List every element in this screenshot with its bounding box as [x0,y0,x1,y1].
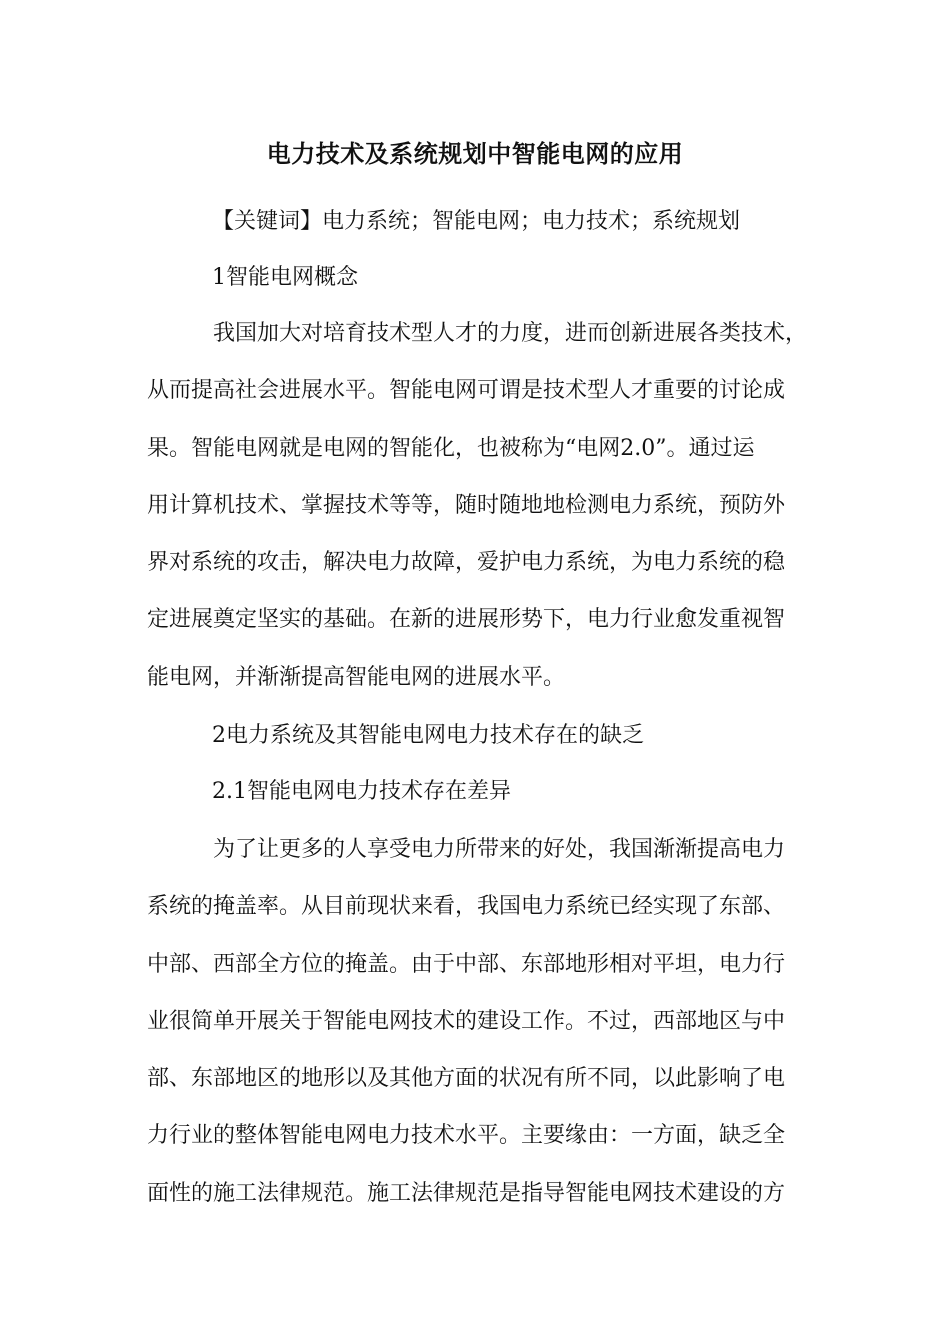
paragraph-line: 业很简单开展关于智能电网技术的建设工作。不过，西部地区与中 [147,1008,786,1034]
section-1-heading: 1智能电网概念 [212,265,358,290]
paragraph-line: 为了让更多的人享受电力所带来的好处，我国渐渐提高电力 [213,837,786,862]
paragraph-line: 果。智能电网就是电网的智能化，也被称为“电网2.0”。通过运 [147,435,755,461]
paragraph-line: 我国加大对培育技术型人才的力度，进而创新进展各类技术， [213,321,808,346]
paragraph-line: 定进展奠定坚实的基础。在新的进展形势下，电力行业愈发重视智 [147,607,786,633]
paragraph-line: 从而提高社会进展水平。智能电网可谓是技术型人才重要的讨论成 [147,378,786,404]
paragraph-line: 系统的掩盖率。从目前现状来看，我国电力系统已经实现了东部、 [147,894,786,920]
section-2-heading: 2电力系统及其智能电网电力技术存在的缺乏 [212,723,644,748]
paragraph-line: 能电网，并渐渐提高智能电网的进展水平。 [147,664,566,690]
paragraph-line: 面性的施工法律规范。施工法律规范是指导智能电网技术建设的方 [147,1180,786,1206]
paragraph-line: 用计算机技术、掌握技术等等，随时随地地检测电力系统，预防外 [147,492,786,518]
keywords-line: 【关键词】电力系统；智能电网；电力技术；系统规划 [212,209,741,234]
paragraph-line: 部、东部地区的地形以及其他方面的状况有所不同，以此影响了电 [147,1066,786,1092]
paragraph-line: 界对系统的攻击，解决电力故障，爱护电力系统，为电力系统的稳 [147,550,786,576]
section-1-paragraph [147,305,817,706]
section-2-1-heading: 2.1智能电网电力技术存在差异 [212,779,511,804]
document-title: 电力技术及系统规划中智能电网的应用 [266,140,684,168]
paragraph-line: 中部、西部全方位的掩盖。由于中部、东部地形相对平坦，电力行 [147,951,786,977]
section-2-1-paragraph [147,821,817,1222]
paragraph-line: 力行业的整体智能电网电力技术水平。主要缘由：一方面，缺乏全 [147,1123,786,1149]
